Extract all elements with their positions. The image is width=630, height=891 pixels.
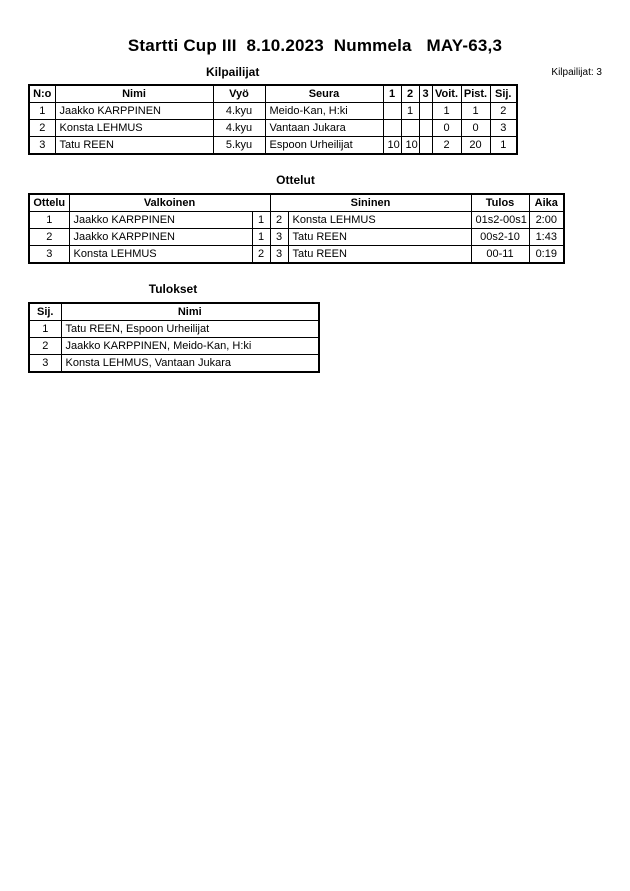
cell-round3: [419, 120, 432, 137]
table-row: [29, 120, 517, 137]
ottelut-header-row: [29, 194, 564, 212]
cell-sininen: Tatu REEN: [288, 229, 471, 246]
cell-voit: 1: [432, 103, 461, 120]
cell-round3: [419, 103, 432, 120]
cell-tulos: 01s2-00s1: [471, 212, 529, 229]
cell-aika: 1:43: [529, 229, 564, 246]
cell-no: 3: [29, 137, 55, 155]
cell-no: 1: [29, 103, 55, 120]
ottelut-section-heading: Ottelut: [276, 173, 315, 187]
table-row: [29, 355, 319, 373]
cell-ottelu: 1: [29, 212, 69, 229]
cell-pist: 0: [461, 120, 490, 137]
cell-nimi: Konsta LEHMUS, Vantaan Jukara: [61, 355, 319, 373]
cell-seura: Vantaan Jukara: [265, 120, 383, 137]
cell-sij: 2: [29, 338, 61, 355]
cell-round2: [401, 120, 419, 137]
cell-nimi: Konsta LEHMUS: [55, 120, 213, 137]
table-row: [29, 229, 564, 246]
cell-tulos: 00s2-10: [471, 229, 529, 246]
cell-sininen: Tatu REEN: [288, 246, 471, 264]
ottelut-table: [28, 193, 565, 264]
col-header-sij: Sij.: [29, 303, 61, 321]
table-row: [29, 338, 319, 355]
cell-round2: 10: [401, 137, 419, 155]
cell-no: 2: [29, 120, 55, 137]
subheader-row: [0, 64, 630, 82]
col-header-seura: Seura: [265, 85, 383, 103]
cell-tulos: 00-11: [471, 246, 529, 264]
tulokset-header-row: [29, 303, 319, 321]
col-header-ottelu: Ottelu: [29, 194, 69, 212]
col-header-sij: Sij.: [490, 85, 517, 103]
cell-ottelu: 3: [29, 246, 69, 264]
cell-round1: [383, 120, 401, 137]
cell-sij: 3: [29, 355, 61, 373]
table-row: [29, 103, 517, 120]
cell-pist: 20: [461, 137, 490, 155]
cell-sij: 1: [29, 321, 61, 338]
competitors-count-label: Kilpailijat: 3: [551, 67, 602, 78]
kilpailijat-header-row: [29, 85, 517, 103]
table-row: [29, 321, 319, 338]
cell-vyo: 4.kyu: [213, 103, 265, 120]
cell-round2: 1: [401, 103, 419, 120]
cell-white-score: 1: [252, 212, 270, 229]
cell-pist: 1: [461, 103, 490, 120]
cell-white-score: 1: [252, 229, 270, 246]
cell-round1: [383, 103, 401, 120]
kilpailijat-table: [28, 84, 518, 155]
cell-blue-score: 3: [270, 246, 288, 264]
cell-nimi: Tatu REEN: [55, 137, 213, 155]
col-header-sininen: Sininen: [270, 194, 471, 212]
cell-vyo: 5.kyu: [213, 137, 265, 155]
col-header-nimi: Nimi: [55, 85, 213, 103]
col-header-round3: 3: [419, 85, 432, 103]
cell-aika: 2:00: [529, 212, 564, 229]
col-header-valkoinen: Valkoinen: [69, 194, 270, 212]
col-header-no: N:o: [29, 85, 55, 103]
tulokset-table: [28, 302, 320, 373]
cell-voit: 0: [432, 120, 461, 137]
kilpailijat-section-heading: Kilpailijat: [206, 65, 260, 79]
cell-voit: 2: [432, 137, 461, 155]
col-header-voit: Voit.: [432, 85, 461, 103]
cell-nimi: Tatu REEN, Espoon Urheilijat: [61, 321, 319, 338]
cell-round1: 10: [383, 137, 401, 155]
col-header-aika: Aika: [529, 194, 564, 212]
col-header-tulos: Tulos: [471, 194, 529, 212]
tulokset-section-heading: Tulokset: [148, 282, 198, 296]
cell-valkoinen: Jaakko KARPPINEN: [69, 229, 252, 246]
cell-nimi: Jaakko KARPPINEN, Meido-Kan, H:ki: [61, 338, 319, 355]
cell-sij: 2: [490, 103, 517, 120]
cell-valkoinen: Konsta LEHMUS: [69, 246, 252, 264]
table-row: [29, 212, 564, 229]
col-header-vyo: Vyö: [213, 85, 265, 103]
cell-white-score: 2: [252, 246, 270, 264]
page-title: Startti Cup III 8.10.2023 Nummela MAY-63,3: [127, 36, 503, 55]
cell-sij: 1: [490, 137, 517, 155]
col-header-round1: 1: [383, 85, 401, 103]
table-row: [29, 137, 517, 155]
cell-seura: Meido-Kan, H:ki: [265, 103, 383, 120]
cell-ottelu: 2: [29, 229, 69, 246]
cell-seura: Espoon Urheilijat: [265, 137, 383, 155]
results-page: [0, 0, 630, 373]
cell-aika: 0:19: [529, 246, 564, 264]
cell-sininen: Konsta LEHMUS: [288, 212, 471, 229]
table-row: [29, 246, 564, 264]
cell-blue-score: 3: [270, 229, 288, 246]
cell-nimi: Jaakko KARPPINEN: [55, 103, 213, 120]
col-header-pist: Pist.: [461, 85, 490, 103]
cell-valkoinen: Jaakko KARPPINEN: [69, 212, 252, 229]
cell-sij: 3: [490, 120, 517, 137]
col-header-round2: 2: [401, 85, 419, 103]
cell-round3: [419, 137, 432, 155]
cell-vyo: 4.kyu: [213, 120, 265, 137]
col-header-nimi: Nimi: [61, 303, 319, 321]
cell-blue-score: 2: [270, 212, 288, 229]
